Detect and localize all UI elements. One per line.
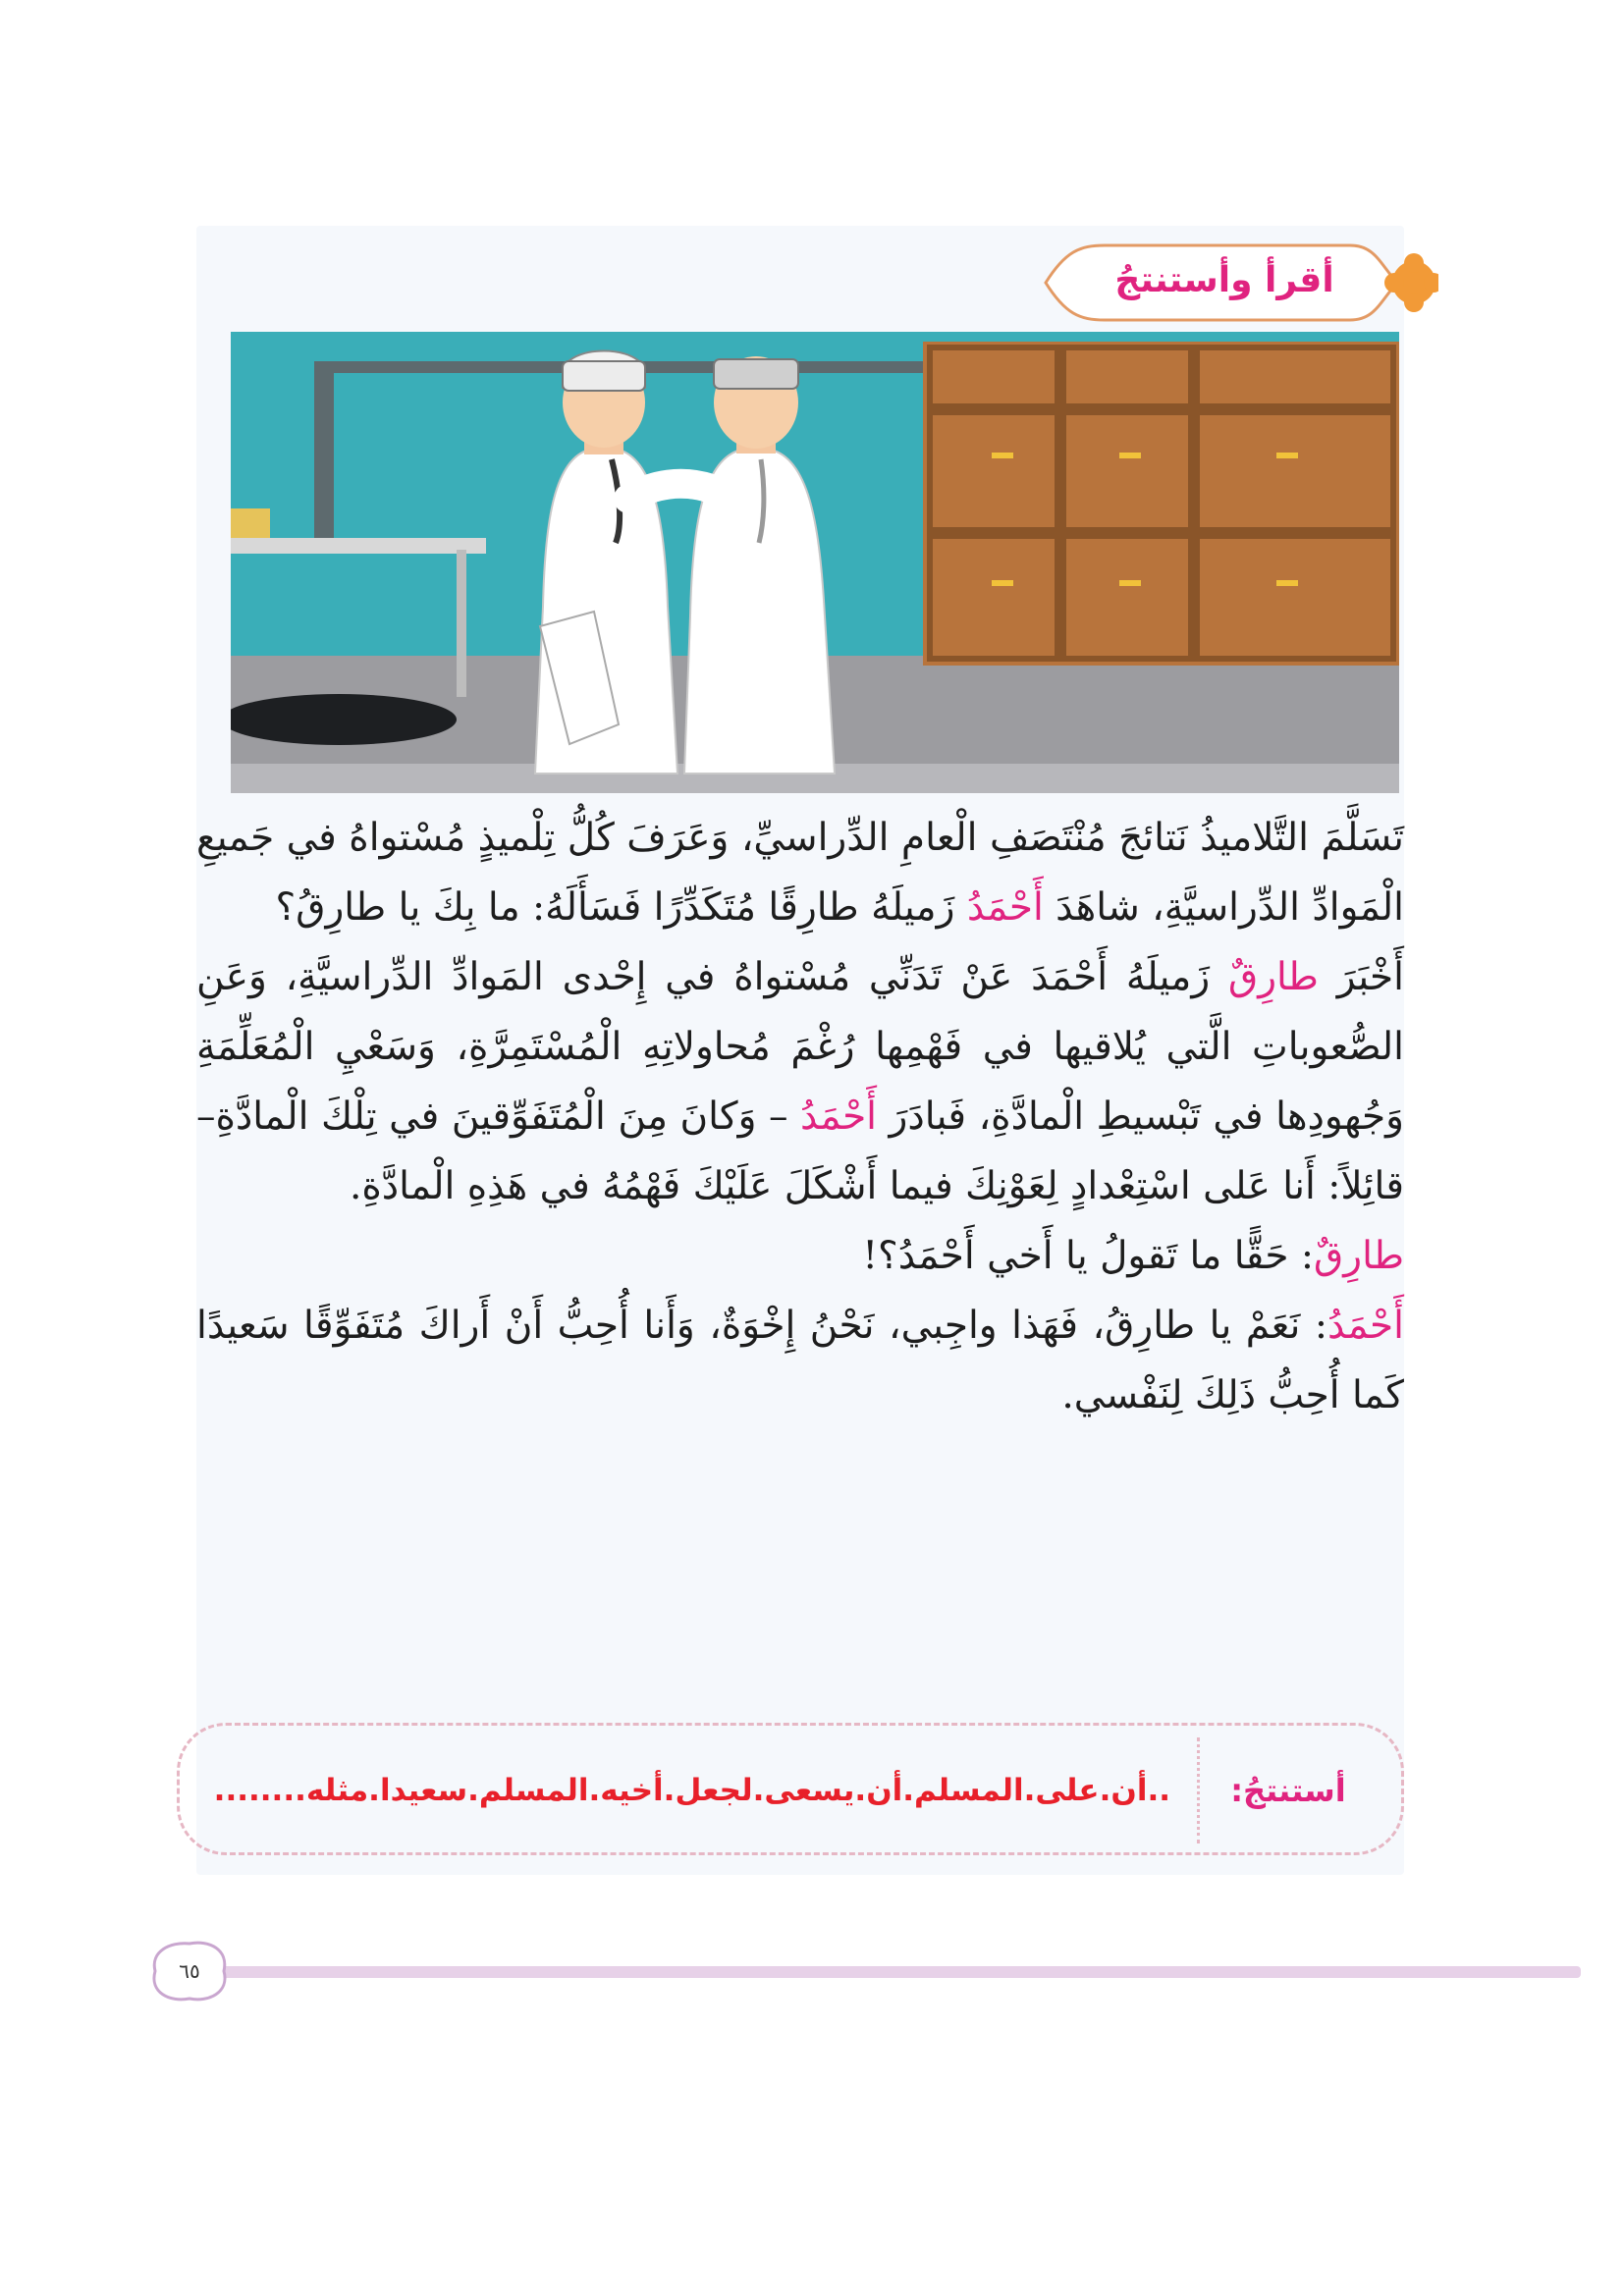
footer-bar bbox=[221, 1966, 1581, 1978]
conclusion-divider bbox=[1197, 1737, 1200, 1843]
story-paragraph-1 bbox=[196, 803, 1404, 942]
conclusion-label: أستنتجُ: bbox=[1230, 1772, 1346, 1809]
name-tariq: طارِقٌ bbox=[1227, 955, 1319, 999]
name-ahmad: أَحْمَدُ bbox=[1327, 1304, 1404, 1348]
text-run: أَخْبَرَ bbox=[1318, 955, 1404, 999]
name-tariq: طارِقٌ bbox=[1313, 1234, 1404, 1278]
story-paragraph-4 bbox=[196, 1291, 1404, 1430]
text-run: زَميلَهُ أَحْمَدَ عَنْ تَدَنِّي مُسْتواهُ في إِحْدى المَوادِّ الدِّراسيَّةِ، وَعَنِ الصُّعوباتِ الَّتي يُلاقيها في فَهْمِها رُغْمَ مُحاولاتِهِ الْمُسْتَمِرَّةِ، وَسَعْيِ الْمُعَلِّمَةِ وَجُهودِها في تَبْسيطِ الْمادَّةِ، فَبادَرَ bbox=[196, 955, 1404, 1139]
name-ahmad: أَحْمَدُ bbox=[800, 1095, 878, 1139]
text-run: تَسَلَّمَ التَّلاميذُ نَتائجَ مُنْتَصَفِ الْعامِ الدِّراسيِّ، وَعَرَفَ كُلُّ تِلْميذٍ مُسْتواهُ في جَميعِ الْمَوادِّ الدِّراسيَّةِ، شاهَدَ bbox=[196, 816, 1404, 930]
section-header bbox=[1026, 234, 1438, 332]
two-students-illustration bbox=[231, 332, 1399, 793]
text-run: – وَكانَ مِنَ الْمُتَفَوِّقينَ في تِلْكَ الْمادَّةِ– قائِلاً: أَنا عَلى اسْتِعْدادٍ لِعَوْنِكَ فيما أَشْكَلَ عَلَيْكَ فَهْمُهُ في هَذِهِ الْمادَّةِ. bbox=[196, 1095, 1404, 1208]
page-number: ٦٥ bbox=[179, 1959, 200, 1983]
conclusion-box bbox=[177, 1723, 1404, 1855]
text-run: زَميلَهُ طارِقًا مُتَكَدِّرًا فَسَأَلَهُ: ما بِكَ يا طارِقُ؟ bbox=[275, 885, 967, 930]
name-ahmad: أَحْمَدُ bbox=[966, 885, 1044, 930]
text-run: : حَقًّا ما تَقولُ يا أَخي أَحْمَدُ؟! bbox=[862, 1234, 1314, 1278]
section-title: أقرأ وأستنتجُ bbox=[1114, 260, 1334, 300]
story-text bbox=[196, 803, 1404, 1430]
story-paragraph-2 bbox=[196, 942, 1404, 1221]
conclusion-answer[interactable]: ..أن.على.المسلم.أن.يسعى.لجعل.أخيه.المسلم.سعيدا.مثله........ bbox=[213, 1773, 1170, 1808]
story-paragraph-3 bbox=[196, 1221, 1404, 1291]
text-run: : نَعَمْ يا طارِقُ، فَهَذا واجِبي، نَحْنُ إِخْوَةٌ، وَأَنا أُحِبُّ أَنْ أَراكَ مُتَفَوِّقًا سَعيدًا كَما أُحِبُّ ذَلِكَ لِنَفْسي. bbox=[196, 1304, 1404, 1417]
